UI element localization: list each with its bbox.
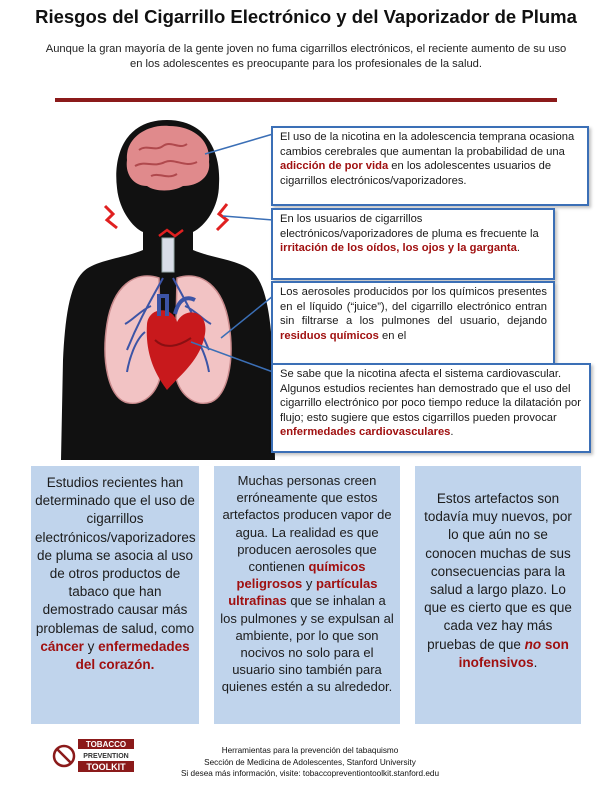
box-left-end: . (150, 657, 155, 673)
brain-icon (127, 126, 210, 191)
callout-cardio-text: Se sabe que la nicotina afecta el sistema cardiovascular. Algunos estudios recientes han demostrado que el uso del cigarrillo electrónico por poco tiempo reduce la dilatación por flujo; esto sugiere que estos cigarrillos pueden provocar (280, 368, 581, 424)
box-middle-text-end: que se inhalan a los pulmones y se expulsan al ambiente, por lo que son nocivos no solo para el usuario sino también para quienes estén a su alrededor. (220, 593, 394, 695)
callout-cardiovascular (271, 363, 591, 453)
callout-lungs-text: Los aerosoles producidos por los químicos presentes en el líquido (“juice”), del cigarrillo electrónico entran sin filtrarse a los pulmones del usuario, dejando (280, 286, 547, 327)
box-left-highlight-cancer: cáncer (40, 638, 84, 654)
logo-text-line1: TOBACCO (85, 740, 127, 749)
box-right-end: . (533, 654, 538, 670)
box-middle-text: Muchas personas creen erróneamente que estos artefactos producen vapor de agua. La realidad es que producen aerosoles que contienen (222, 473, 392, 575)
box-right-highlight-no: no (524, 636, 542, 652)
irritation-mark-right (217, 204, 227, 230)
callout-lungs-text-end: en el (378, 329, 407, 342)
info-box-new-devices (415, 466, 581, 724)
callout-brain (271, 126, 589, 206)
human-body-figure (55, 110, 280, 460)
box-left-highlight-heart: enfermedades del corazón (75, 638, 190, 673)
logo-text-line3: TOOLKIT (86, 762, 126, 772)
callout-lungs-highlight: residuos químicos (280, 329, 379, 342)
callout-brain-text: El uso de la nicotina en la adolescencia temprana ocasiona cambios cerebrales que aumentan la probabilidad de una (280, 131, 575, 158)
callout-irritation-highlight: irritación de los oídos, los ojos y la garganta (280, 242, 517, 254)
callout-cardio-text-end: . (450, 426, 454, 438)
connector-brain (205, 134, 273, 154)
callout-brain-highlight: adicción de por vida (280, 160, 389, 172)
header-divider (55, 98, 557, 102)
no-smoking-logo-icon (54, 746, 74, 766)
irritation-mark-left (105, 206, 117, 228)
box-middle-highlight-particles: partículas ultrafinas (228, 576, 378, 609)
box-middle-highlight-chemicals: químicos peligrosos (236, 559, 366, 592)
box-middle-conj: y (302, 576, 317, 592)
trachea (162, 238, 174, 272)
page-title: Riesgos del Cigarrillo Electrónico y del Vaporizador de Pluma (35, 6, 577, 27)
logo-text-line2: PREVENTION (83, 753, 129, 760)
footer (140, 745, 480, 780)
callout-brain-text-end: en los adolescentes usuarios de cigarrillos electrónicos/vaporizadores. (280, 160, 552, 187)
box-right-highlight-harmless: son inofensivos (458, 636, 569, 670)
footer-line-1: Herramientas para la prevención del tabaquismo (221, 746, 399, 755)
info-box-aerosols (214, 466, 400, 724)
connector-throat (223, 216, 273, 220)
callout-irritation-text-end: . (516, 242, 520, 254)
footer-line-3: Si desea más información, visite: tobaccopreventiontoolkit.stanford.edu (180, 769, 440, 778)
callout-cardio-highlight: enfermedades cardiovasculares (280, 426, 451, 438)
footer-line-2: Sección de Medicina de Adolescentes, Stanford University (204, 757, 416, 767)
intro-paragraph: Aunque la gran mayoría de la gente joven no fuma cigarrillos electrónicos, el reciente aumento de su uso en los adolescentes es preocupante para los profesionales de la salud. (45, 43, 567, 70)
info-box-other-tobacco (31, 466, 199, 724)
box-left-conj: y (83, 638, 99, 654)
box-right-text: Estos artefactos son todavía muy nuevos, por lo que aún no se conocen muchas de sus consecuencias para la salud a largo plazo. Lo que es cierto que es que cada vez hay más pruebas de que (424, 491, 572, 652)
callout-irritation (271, 208, 555, 280)
box-left-text: Estudios recientes han determinado que el uso de cigarrillos electrónicos/vaporizadores de pluma se asocia al uso de otros productos de tabaco que han demostrado causar más problemas de salud, como (35, 475, 196, 636)
tobacco-prevention-toolkit-logo[interactable] (52, 736, 138, 776)
callout-irritation-text: En los usuarios de cigarrillos electrónicos/vaporizadores de pluma es frecuente la (280, 213, 539, 240)
callout-lungs (271, 281, 555, 365)
